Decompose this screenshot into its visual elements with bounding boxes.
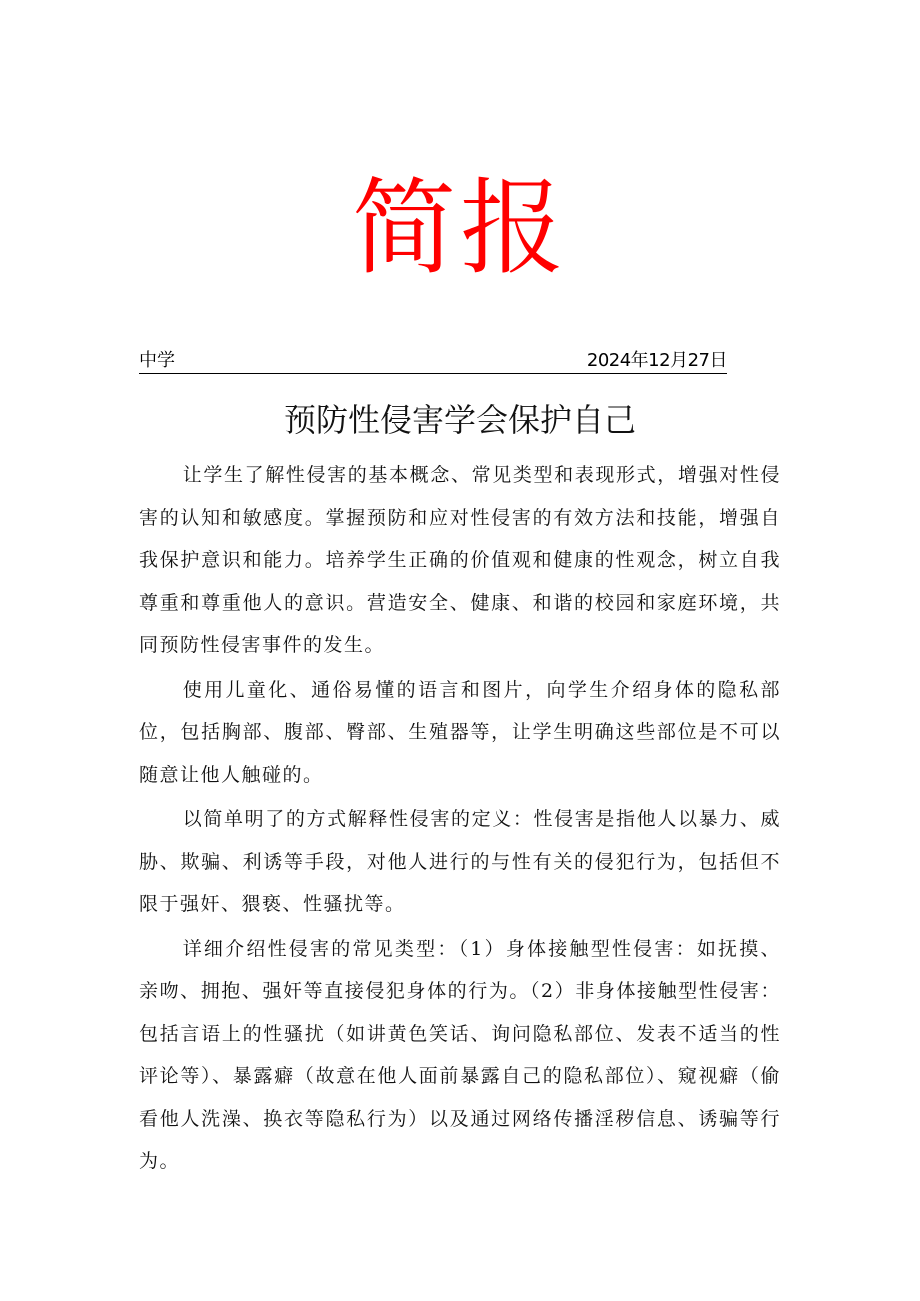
school-name: 中学 [139, 350, 175, 371]
paragraph-objectives: 让学生了解性侵害的基本概念、常见类型和表现形式，增强对性侵害的认知和敏感度。掌握预防和应对性侵害的有效方法和技能，增强自我保护意识和能力。培养学生正确的价值观和健康的性观念，树立自我尊重和尊重他人的意识。营造安全、健康、和谐的校园和家庭环境，共同预防性侵害事件的发生。 [139, 464, 781, 656]
paragraph-types: 详细介绍性侵害的常见类型：（1）身体接触型性侵害：如抚摸、亲吻、拥抱、强奸等直接侵犯身体的行为。（2）非身体接触型性侵害：包括言语上的性骚扰（如讲黄色笑话、询问隐私部位、发表不适当的性评论等）、暴露癖（故意在他人面前暴露自己的隐私部位）、窥视癖（偷看他人洗澡、换衣等隐私行为）以及通过网络传播淫秽信息、诱骗等行为。 [139, 937, 781, 1172]
article-body [139, 454, 781, 1185]
paragraph-definition: 以简单明了的方式解释性侵害的定义：性侵害是指他人以暴力、威胁、欺骗、利诱等手段，对他人进行的与性有关的侵犯行为，包括但不限于强奸、猥亵、性骚扰等。 [139, 808, 781, 915]
issue-date: 2024年12月27日 [586, 350, 727, 371]
paragraph-private-parts: 使用儿童化、通俗易懂的语言和图片，向学生介绍身体的隐私部位，包括胸部、腹部、臀部、生殖器等，让学生明确这些部位是不可以随意让他人触碰的。 [139, 678, 781, 786]
article-title: 预防性侵害学会保护自己 [283, 401, 636, 439]
masthead-title: 简报 [351, 167, 568, 289]
header-rule-line [139, 349, 727, 374]
